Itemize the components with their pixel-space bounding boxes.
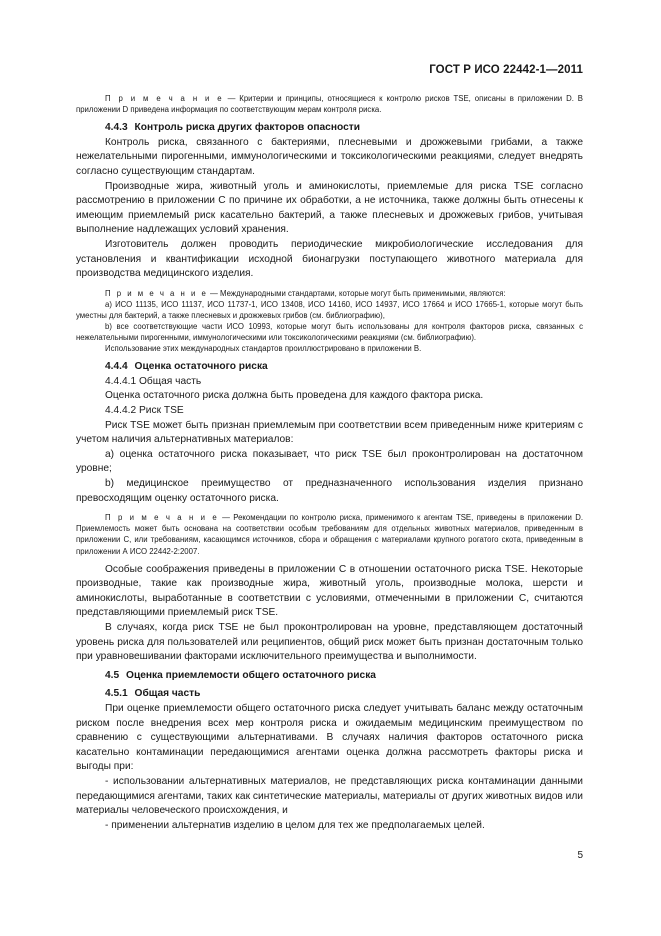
- paragraph: Оценка остаточного риска должна быть проведена для каждого фактора риска.: [105, 390, 484, 402]
- paragraph: Изготовитель должен проводить периодические микробиологические исследования для установления и квантификации исходной бионагрузки поступающего животного материала для производства медицинского изделия.: [76, 238, 583, 280]
- page-number: 5: [577, 850, 583, 861]
- paragraph: Особые соображения приведены в приложении С в отношении остаточного риска TSE. Некоторые производные, такие как производные жира, животный уголь, производные молока, шерсти и аминокислоты, выработанные в соответствии с условиями, отмеченными в приложении С, считаются представляющими приемлемый риск TSE.: [76, 563, 583, 619]
- paragraph: В случаях, когда риск TSE не был проконтролирован на уровне, представляющем достаточный уровень риска для пользователей или реципиентов, общий риск может быть признан достаточным только при уравновешивании факторами исключительного преимущества и выполнимости.: [76, 621, 583, 663]
- note-label: П р и м е ч а н и е: [105, 288, 208, 298]
- note-label: П р и м е ч а н и е: [105, 513, 219, 523]
- note-item-c: Использование этих международных стандартов проиллюстрировано в приложении В.: [105, 344, 422, 354]
- paragraph: При оценке приемлемости общего остаточного риска следует учитывать баланс между остаточным риском после внедрения всех мер контроля риска и ожидаемым медицинским преимуществом по сравнению с существующими альтернативами. В случаях наличия факторов остаточного риска касательно контаминации передающимися агентами оценка должна рассмотреть факторы риска и выгоды при:: [76, 702, 583, 773]
- note-standards: [76, 288, 583, 299]
- page-content: [76, 93, 583, 833]
- paragraph: Риск TSE может быть признан приемлемым при соответствии всем приведенным ниже критериям с учетом наличия альтернативных материалов:: [76, 419, 583, 446]
- paragraph: Производные жира, животный уголь и аминокислоты, приемлемые для риска TSE согласно рассмотрению в приложении С по причине их обработки, а не источника, также должны быть отнесены к имеющим приемлемый риск касательно бактерий, а также плесневых и дрожжевых грибов, учитывая выполнение надлежащих условий хранения.: [76, 180, 583, 236]
- subsection-4-4-4-1: 4.4.4.1 Общая часть: [105, 375, 202, 387]
- bullet-item: - применении альтернатив изделию в целом для тех же предполагаемых целей.: [105, 819, 485, 831]
- bullet-item: - использовании альтернативных материалов, не представляющих риска контаминации данными передающимися агентами, таких как синтетические материалы, материалы от других животных видов или материалы человеческого происхождения, и: [76, 775, 583, 817]
- list-item-b: b) медицинское преимущество от предназначенного использования изделия признано превосходящим оценку остаточного риска.: [76, 478, 583, 504]
- document-header: ГОСТ Р ИСО 22442-1—2011: [429, 64, 583, 76]
- note-item-a: а) ИСО 11135, ИСО 11137, ИСО 11737-1, ИСО 13408, ИСО 14160, ИСО 14937, ИСО 17664 и ИСО 17665-1, которые могут быть уместны для бактерий, а также плесневых и дрожжевых грибов (см. библиографию),: [76, 299, 583, 320]
- note-label: П р и м е ч а н и е: [105, 94, 224, 103]
- note-text: — Рекомендации по контролю риска, применимого к агентам TSE, приведены в приложении D. Приемлемость может быть основана на соответствии особым требованиям для отдельных животных материалов, приведенным в приложении С, или требованиям, касающимся источников, сбора и обращения с материалами крупного рогатого скота, приведенным в приложении А ИСО 22442-2:2007.: [76, 513, 583, 556]
- note-text: — Международными стандартами, которые могут быть применимыми, являются:: [207, 288, 506, 298]
- note-text: — Критерии и принципы, относящиеся к контролю рисков TSE, описаны в приложении D. В приложении D приведена информация по соответствующим мерам контроля риска.: [76, 94, 583, 115]
- section-4-5-heading: 4.5 Оценка приемлемости общего остаточного риска: [105, 669, 376, 681]
- section-4-5-1-heading: 4.5.1 Общая часть: [105, 688, 201, 700]
- section-4-4-4-heading: 4.4.4 Оценка остаточного риска: [105, 361, 268, 373]
- note-item-b: b) все соответствующие части ИСО 10993, которые могут быть использованы для контроля факторов риска, связанных с нежелательными пирогенными, иммунологическими или токсикологическими реакциями (см. библиографию).: [76, 322, 583, 343]
- list-item-a: а) оценка остаточного риска показывает, что риск TSE был проконтролирован на достаточном уровне;: [76, 448, 583, 475]
- paragraph: Контроль риска, связанного с бактериями, плесневыми и дрожжевыми грибами, а также нежелательными пирогенными, иммунологическими и токсикологическими реакциями, следует внедрять согласно существующим стандартам.: [76, 136, 583, 177]
- section-4-4-3-heading: 4.4.3 Контроль риска других факторов опасности: [105, 122, 360, 134]
- note-tse-recommendations: [76, 512, 583, 556]
- subsection-4-4-4-2: 4.4.4.2 Риск TSE: [105, 405, 184, 417]
- note-tse-criteria: [76, 93, 583, 115]
